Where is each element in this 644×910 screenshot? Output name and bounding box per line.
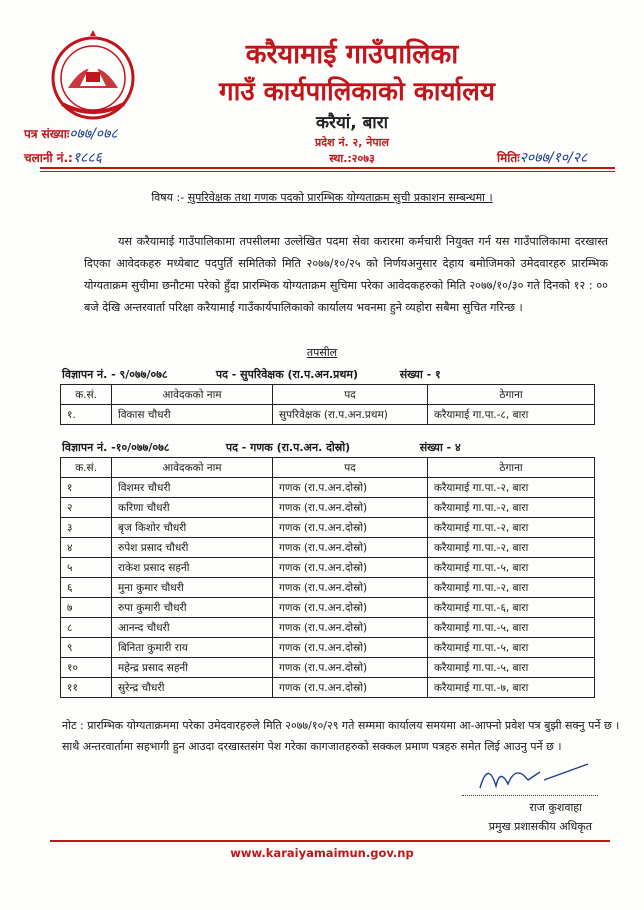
row-serial: १: [61, 478, 112, 498]
website-link[interactable]: www.karaiyamaimun.gov.np: [230, 846, 414, 860]
row-name: रुपा कुमारी चौधरी: [112, 598, 273, 618]
row-address: करैयामाई गा.पा.-७, बारा: [428, 678, 595, 698]
ad2-table: [60, 457, 595, 698]
table-row: [61, 538, 595, 558]
header-divider-thin: [40, 171, 615, 172]
table-row: [61, 558, 595, 578]
row-post: गणक (रा.प.अन.दोस्रो): [273, 538, 428, 558]
letter-date: [497, 148, 587, 167]
row-address: करैयामाई गा.पा.-२, बारा: [428, 478, 595, 498]
row-name: विकास चौधरी: [112, 405, 273, 425]
ad1-table: [60, 384, 595, 425]
subject-line: [0, 190, 644, 205]
row-serial: ४: [61, 538, 112, 558]
table-row: [61, 658, 595, 678]
row-serial: ९: [61, 638, 112, 658]
row-address: करैयामाई गा.पा.-५, बारा: [428, 638, 595, 658]
column-header: पद: [273, 385, 428, 405]
table-row: [61, 478, 595, 498]
row-address: करैयामाई गा.पा.-५, बारा: [428, 658, 595, 678]
row-post: गणक (रा.प.अन.दोस्रो): [273, 618, 428, 638]
row-post: गणक (रा.प.अन.दोस्रो): [273, 498, 428, 518]
footer-divider: [50, 840, 610, 842]
row-name: आनन्द चौधरी: [112, 618, 273, 638]
ad2-header: [62, 440, 461, 455]
row-address: करैयामाई गा.पा.-५, बारा: [428, 618, 595, 638]
row-post: गणक (रा.प.अन.दोस्रो): [273, 658, 428, 678]
row-address: करैयामाई गा.पा.-२, बारा: [428, 518, 595, 538]
row-serial: १.: [61, 405, 112, 425]
ad2-count: संख्या - ४: [419, 441, 461, 454]
row-address: करैयामाई गा.पा.-६, बारा: [428, 598, 595, 618]
row-post: गणक (रा.प.अन.दोस्रो): [273, 678, 428, 698]
table-row: [61, 638, 595, 658]
row-serial: १०: [61, 658, 112, 678]
table-row: [61, 678, 595, 698]
row-name: सुरेन्द्र चौधरी: [112, 678, 273, 698]
letter-number-label: पत्र संख्याः: [24, 127, 70, 141]
signatory-title: प्रमुख प्रशासकीय अधिकृत: [488, 820, 592, 833]
column-header: पद: [273, 458, 428, 478]
signature-line: [462, 795, 598, 796]
handwritten-signature: [470, 758, 600, 798]
row-serial: २: [61, 498, 112, 518]
row-post: गणक (रा.प.अन.दोस्रो): [273, 638, 428, 658]
row-address: करैयामाई गा.पा.-५, बारा: [428, 558, 595, 578]
row-address: करैयामाई गा.पा.-२, बारा: [428, 538, 595, 558]
office-title: गाउँ कार्यपालिकाको कार्यालय: [219, 77, 495, 107]
row-name: महेन्द्र प्रसाद सहनी: [112, 658, 273, 678]
address-line: करैयां, बारा: [315, 113, 389, 133]
row-serial: ६: [61, 578, 112, 598]
dispatch-number-label: चलानी नं.:: [24, 151, 73, 165]
details-heading: तपसील: [306, 346, 338, 359]
ad1-header: [62, 367, 441, 382]
table-header-row: [61, 385, 595, 405]
subject-label: विषय :-: [151, 191, 185, 204]
table-row: [61, 618, 595, 638]
letter-number: [24, 124, 118, 143]
row-name: बिनिता कुमारी राय: [112, 638, 273, 658]
letter-date-value: २०७७/१०/२८: [519, 150, 588, 166]
table-row: [61, 518, 595, 538]
established-line: स्था.:२०७३: [329, 152, 375, 165]
row-serial: ७: [61, 598, 112, 618]
column-header: क.सं.: [61, 385, 112, 405]
letter-number-value: ०७७/०७८: [69, 126, 118, 142]
dispatch-number: [24, 148, 102, 167]
row-address: करैयामाई गा.पा.-२, बारा: [428, 498, 595, 518]
row-name: रुपेश प्रसाद चौधरी: [112, 538, 273, 558]
column-header: आवेदकको नाम: [112, 385, 273, 405]
ad2-post: पद - गणक (रा.प.अन. दोस्रो): [225, 441, 351, 454]
row-post: गणक (रा.प.अन.दोस्रो): [273, 518, 428, 538]
table-row: [61, 405, 595, 425]
signatory-name: राज कुशवाहा: [529, 801, 582, 814]
column-header: आवेदकको नाम: [112, 458, 273, 478]
row-post: गणक (रा.प.अन.दोस्रो): [273, 478, 428, 498]
table-row: [61, 598, 595, 618]
municipality-title: करैयामाई गाउँपालिका: [245, 39, 459, 70]
table-header-row: [61, 458, 595, 478]
row-name: करिणा चौधरी: [112, 498, 273, 518]
column-header: क.सं.: [61, 458, 112, 478]
row-name: विशमर चौधरी: [112, 478, 273, 498]
column-header: ठेगाना: [428, 385, 595, 405]
table-row: [61, 578, 595, 598]
row-serial: ५: [61, 558, 112, 578]
header-divider: [40, 167, 615, 169]
row-post: गणक (रा.प.अन.दोस्रो): [273, 598, 428, 618]
body-paragraph: यस करैयामाई गाउँपालिकामा तपसीलमा उल्लेखित पदमा सेवा करारमा कर्मचारी नियुक्त गर्न यस गाउँपालिकामा दरखास्त दिएका आवेदकहरु मध्येबाट पदपुर्ति समितिको मिति २०७७/१०/२५ को निर्णयअनुसार देहाय बमोजिमको उमेदवारहरु प्रारम्भिक योग्यताक्रम सुचीमा छनौटमा परेको हुँदा प्रारम्भिक योग्यताक्रम सुचिमा परेका आवेदकहरुको मिति २०७७/१०/३० गते दिनको १२ : ०० बजे देखि अन्तरवार्ता परिक्षा करैयामाई गाउँकार्यपालिकाको कार्यालय भवनमा हुने व्यहोरा सबैमा सुचित गरिन्छ ।: [84, 235, 608, 314]
subject-text: सुपरिवेक्षक तथा गणक पदको प्रारम्भिक योग्यताक्रम सुची प्रकाशन सम्बन्धमा ।: [187, 191, 493, 204]
ad1-number: विज्ञापन नं. - ९/०७७/०७८: [62, 368, 168, 381]
row-serial: ३: [61, 518, 112, 538]
row-name: राकेश प्रसाद सहनी: [112, 558, 273, 578]
row-serial: ११: [61, 678, 112, 698]
row-name: मुना कुमार चौधरी: [112, 578, 273, 598]
row-post: गणक (रा.प.अन.दोस्रो): [273, 578, 428, 598]
row-serial: ८: [61, 618, 112, 638]
row-address: करैयामाई गा.पा.-८, बारा: [428, 405, 595, 425]
table-row: [61, 498, 595, 518]
row-post: सुपरिवेक्षक (रा.प.अन.प्रथम): [273, 405, 428, 425]
note-paragraph: नोट : प्रारम्भिक योग्यताक्रममा परेका उमेदवारहरुले मिति २०७७/१०/२९ गते सम्ममा कार्यालय समयमा आ-आफ्नो प्रवेश पत्र बुझी सक्नु पर्ने छ । साथै अन्तरवार्तामा सहभागी हुन आउदा दरखास्तसंग पेश गरेका कागजातहरुको सक्कल प्रमाण पत्रहरु समेत लिई आउनु पर्ने छ ।: [62, 719, 620, 753]
column-header: ठेगाना: [428, 458, 595, 478]
row-post: गणक (रा.प.अन.दोस्रो): [273, 558, 428, 578]
dispatch-number-value: १८८६: [72, 150, 102, 166]
letter-date-label: मितिः: [497, 151, 520, 165]
ad1-post: पद - सुपरिवेक्षक (रा.प.अन.प्रथम): [215, 368, 359, 381]
ad2-number: विज्ञापन नं. -१०/०७७/०७८: [62, 441, 170, 454]
province-line: प्रदेश नं. २, नेपाल: [315, 136, 389, 149]
ad1-count: संख्या - १: [399, 368, 441, 381]
row-address: करैयामाई गा.पा.-२, बारा: [428, 578, 595, 598]
row-name: बृज किशोर चौधरी: [112, 518, 273, 538]
